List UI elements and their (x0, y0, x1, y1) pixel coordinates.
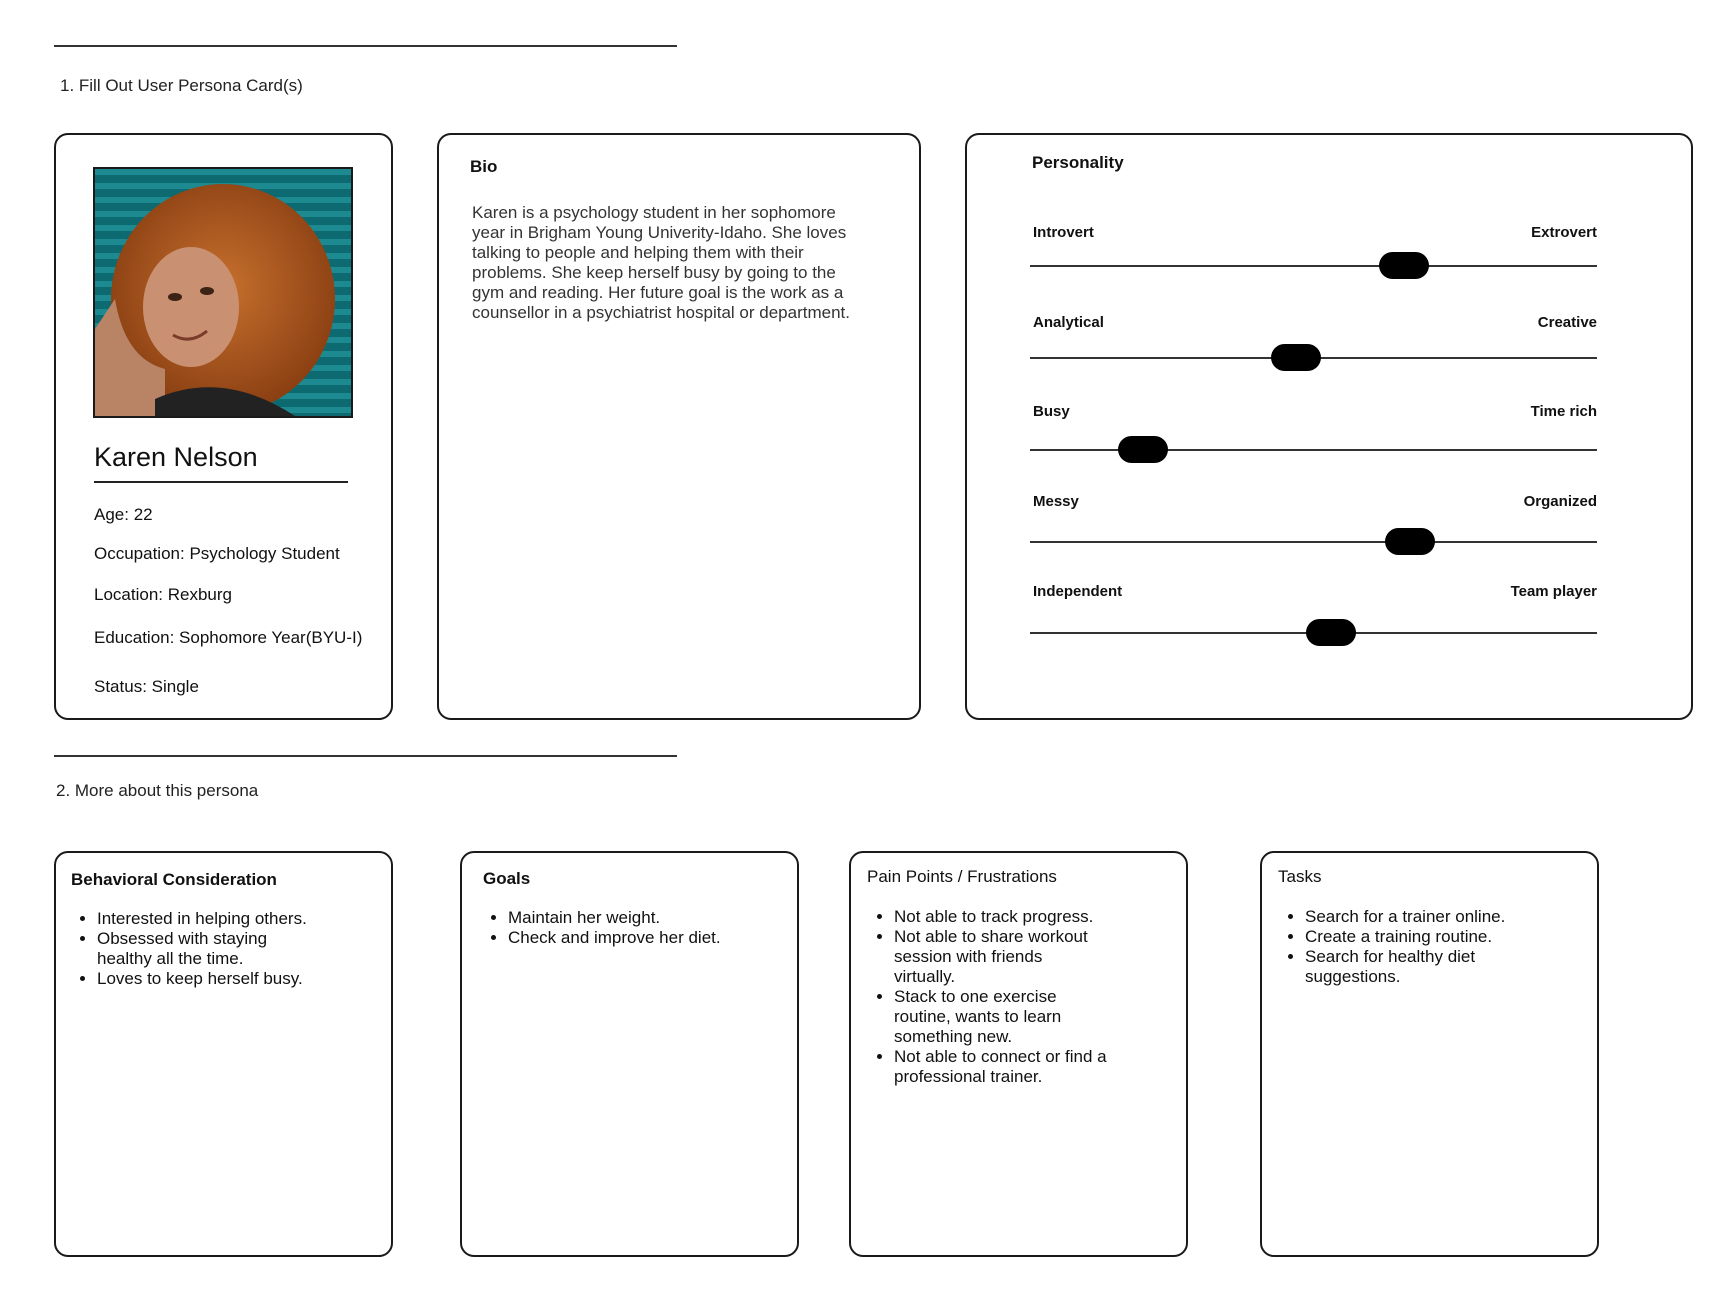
persona-photo (93, 167, 353, 418)
slider-thumb[interactable] (1379, 252, 1429, 279)
slider-track (1030, 265, 1597, 267)
slider-independent-label: Independent (1033, 583, 1123, 600)
section-2-divider (54, 755, 677, 757)
behavioral-list (72, 909, 367, 989)
list-item: • Create a training routine. (1305, 927, 1565, 947)
slider-thumb[interactable] (1306, 619, 1356, 646)
list-item: • Search for healthy diet suggestions. (1305, 947, 1495, 987)
bio-line: counsellor in a psychiatrist hospital or department. (472, 303, 850, 322)
slider-track (1030, 449, 1597, 451)
slider-thumb[interactable] (1271, 344, 1321, 371)
slider-thumb[interactable] (1385, 528, 1435, 555)
section-1-title: 1. Fill Out User Persona Card(s) (60, 76, 303, 95)
list-item: • Not able to connect or find a professional trainer. (894, 1047, 1124, 1087)
behavioral-title: Behavioral Consideration (71, 870, 277, 889)
persona-name: Karen Nelson (94, 442, 258, 472)
education-field: Education: Sophomore Year(BYU-I) (94, 628, 363, 647)
pain-points-title: Pain Points / Frustrations (867, 867, 1057, 886)
list-item: • Loves to keep herself busy. (97, 969, 367, 989)
list-item: • Interested in helping others. (97, 909, 367, 929)
section-1-divider (54, 45, 677, 47)
list-item: • Obsessed with staying healthy all the time. (97, 929, 297, 969)
list-item: • Check and improve her diet. (508, 928, 798, 948)
tasks-list (1280, 907, 1565, 987)
pain-points-list (869, 907, 1154, 1087)
goals-title: Goals (483, 869, 531, 888)
slider-organized-label: Organized (1523, 493, 1597, 510)
list-item: • Not able to share workout session with friends virtually. (894, 927, 1104, 987)
list-item: • Maintain her weight. (508, 908, 798, 928)
slider-track (1030, 541, 1597, 543)
slider-team-player-label: Team player (1510, 583, 1597, 600)
bio-line: problems. She keep herself busy by going to the (472, 263, 836, 282)
slider-extrovert-label: Extrovert (1531, 224, 1597, 241)
bio-line: gym and reading. Her future goal is the work as a (472, 283, 844, 302)
name-underline (94, 481, 348, 483)
list-item: • Not able to track progress. (894, 907, 1154, 927)
slider-messy-label: Messy (1033, 493, 1079, 510)
location-field: Location: Rexburg (94, 585, 232, 604)
slider-thumb[interactable] (1118, 436, 1168, 463)
list-item: • Search for a trainer online. (1305, 907, 1565, 927)
bio-line: Karen is a psychology student in her sophomore (472, 203, 836, 222)
occupation-field: Occupation: Psychology Student (94, 544, 340, 563)
slider-time-rich-label: Time rich (1530, 403, 1597, 420)
slider-introvert-label: Introvert (1033, 224, 1094, 241)
bio-title: Bio (470, 157, 498, 176)
personality-title: Personality (1032, 153, 1124, 172)
tasks-title: Tasks (1278, 867, 1322, 886)
slider-creative-label: Creative (1537, 314, 1597, 331)
section-2-title: 2. More about this persona (56, 781, 259, 800)
goals-list (483, 908, 798, 948)
persona-photo-illustration (95, 169, 351, 416)
slider-busy-label: Busy (1033, 403, 1070, 420)
age-field: Age: 22 (94, 505, 153, 524)
status-field: Status: Single (94, 677, 199, 696)
bio-line: talking to people and helping them with their (472, 243, 804, 262)
bio-text (472, 203, 892, 323)
slider-analytical-label: Analytical (1033, 314, 1104, 331)
list-item: • Stack to one exercise routine, wants to learn something new. (894, 987, 1094, 1047)
bio-line: year in Brigham Young Univerity-Idaho. She loves (472, 223, 847, 242)
